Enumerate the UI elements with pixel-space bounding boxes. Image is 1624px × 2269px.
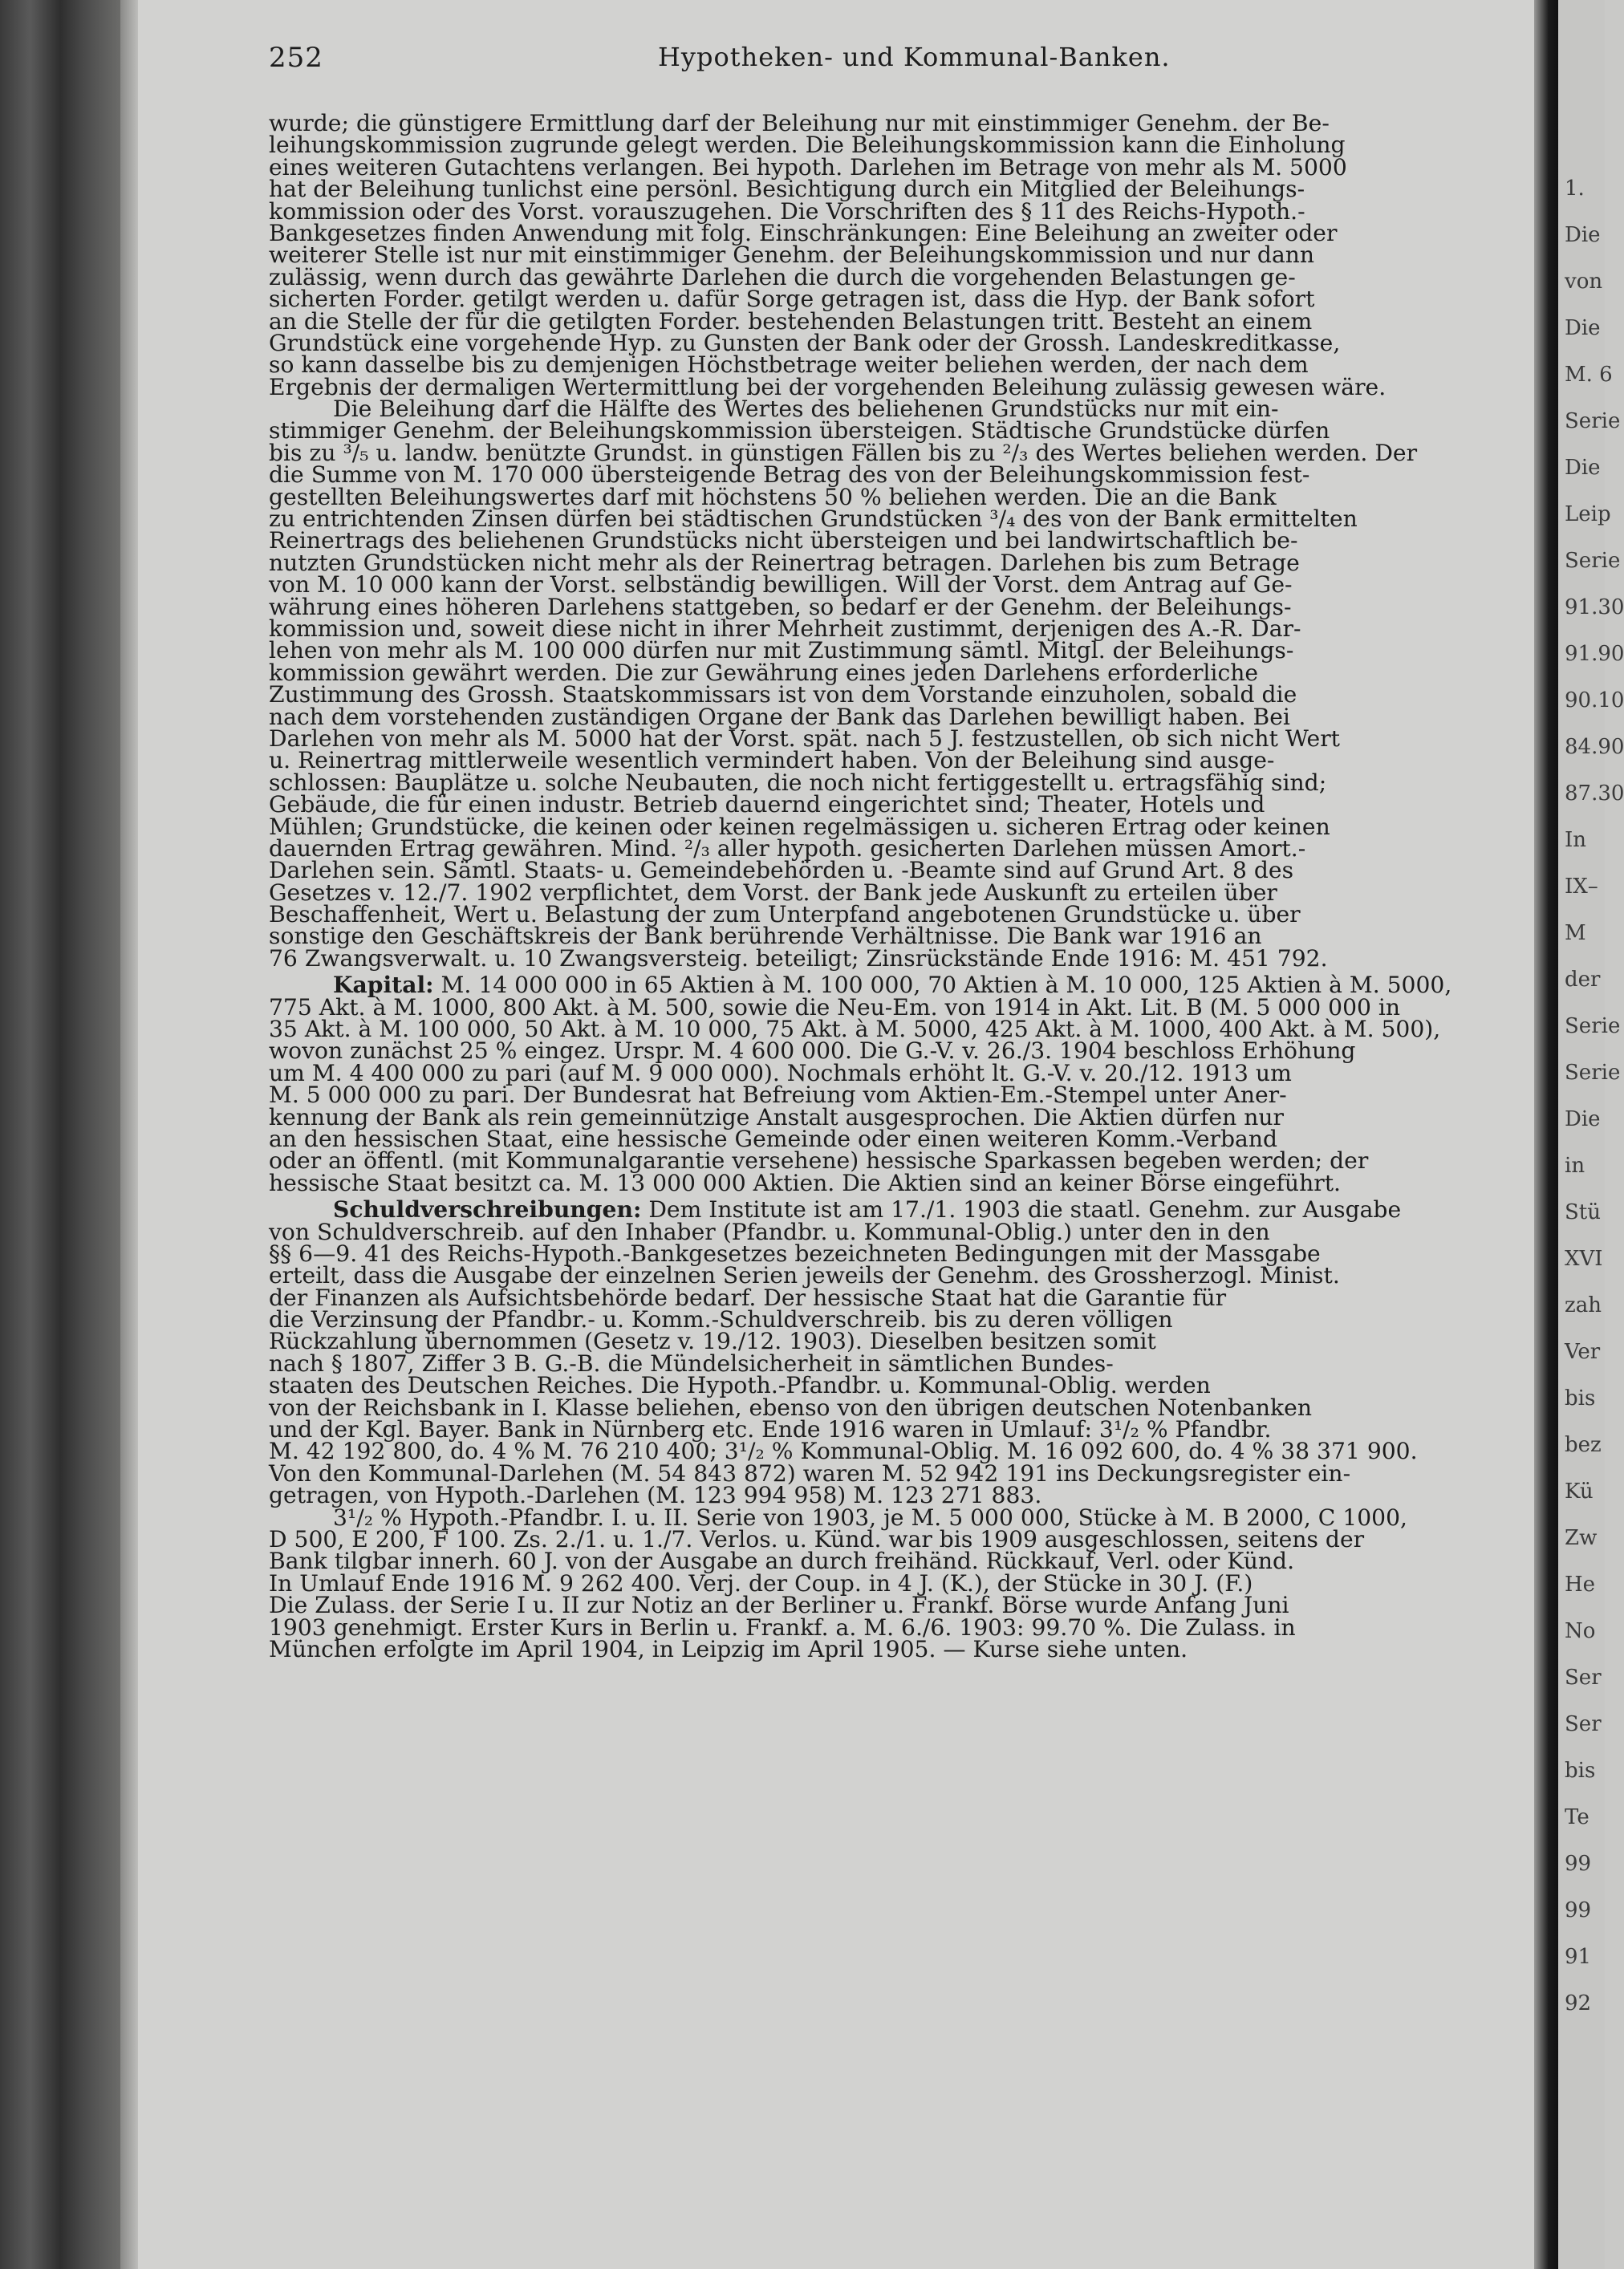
paragraph-line: sicherten Forder. getilgt werden u. dafür Sorge getragen ist, dass die Hyp. der Bank sofort [269,286,1315,313]
adjacent-page-fragment-text: 92 [1565,1991,1592,2015]
paragraph-line: Gesetzes v. 12./7. 1902 verpflichtet, dem Vorst. der Bank jede Auskunft zu erteilen über [269,879,1277,906]
paragraph-line: zulässig, wenn durch das gewährte Darlehen die durch die vorgehenden Belastungen ge- [269,263,1296,290]
paragraph-line: kennung der Bank als rein gemeinnützige Anstalt ausgesprochen. Die Aktien dürfen nur [269,1103,1284,1130]
paragraph-beleihung-wertermittlung [269,112,1533,398]
schuldverschreibungen-heading: Schuldverschreibungen: [333,1196,642,1224]
adjacent-page-fragment-text: bez [1565,1433,1602,1457]
adjacent-page-fragment-text: He [1565,1573,1596,1597]
paragraph-line: kommission oder des Vorst. vorauszugehen. Die Vorschriften des § 11 des Reichs-Hypoth.- [269,197,1305,225]
paragraph-kapital [269,993,1533,1196]
paragraph-line: zu entrichtenden Zinsen dürfen bei städtischen Grundstücken ³/₄ des von der Bank ermittelten [269,505,1358,533]
kapital-heading: Kapital: [333,972,434,999]
paragraph-line: nutzten Grundstücken nicht mehr als der Reinertrag betragen. Darlehen bis zum Betrage [269,549,1300,576]
paragraph-line: eines weiteren Gutachtens verlangen. Bei hypoth. Darlehen im Betrage von mehr als M. 5000 [269,153,1347,181]
running-title: Hypotheken- und Kommunal-Banken. [658,42,1171,72]
paragraph-line: hat der Beleihung tunlichst eine persönl. Besichtigung durch ein Mitglied der Beleihungs- [269,176,1305,203]
paragraph-beleihungsgrenzen [269,417,1533,972]
paragraph-line: dauernden Ertrag gewähren. Mind. ²/₃ aller hypoth. gesicherten Darlehen müssen Amort.- [269,834,1306,862]
page-header [269,42,1520,74]
paragraph-line: kommission und, soweit diese nicht in ihrer Mehrheit zustimmt, derjenigen des A.-R. Dar- [269,615,1301,642]
paragraph-line: Mühlen; Grundstücke, die keinen oder keinen regelmässigen u. sicheren Ertrag oder keinen [269,813,1330,840]
adjacent-page-fragment-text: In [1565,828,1587,852]
paragraph-line: schlossen: Bauplätze u. solche Neubauten, die noch nicht fertiggestellt u. ertragsfähig sind; [269,769,1327,796]
paragraph-line: lehen von mehr als M. 100 000 dürfen nur mit Zustimmung sämtl. Mitgl. der Beleihungs- [269,637,1294,664]
paragraph-line: Bank tilgbar innerh. 60 J. von der Ausgabe an durch freihänd. Rückkauf, Verl. oder Künd. [269,1548,1295,1575]
adjacent-page-fragment-text: 90.10 [1565,688,1624,712]
paragraph-line: getragen, von Hypoth.-Darlehen (M. 123 994 958) M. 123 271 883. [269,1482,1042,1509]
paragraph-line: Dem Institute ist am 17./1. 1903 die staatl. Genehm. zur Ausgabe [648,1196,1402,1224]
paragraph-line: wurde; die günstigere Ermittlung darf der Beleihung nur mit einstimmiger Genehm. der Be- [269,110,1330,136]
adjacent-page-fragment-text: 91 [1565,1945,1592,1969]
paragraph-line: stimmiger Genehm. der Beleihungskommission übersteigen. Städtische Grundstücke dürfen [269,417,1330,444]
adjacent-page-fragment-text: Serie [1565,1061,1621,1085]
paragraph-line: 775 Akt. à M. 1000, 800 Akt. à M. 500, sowie die Neu-Em. von 1914 in Akt. Lit. B (M. 5 000 000 in [269,993,1401,1021]
paragraph-line: Von den Kommunal-Darlehen (M. 54 843 872) waren M. 52 942 191 ins Deckungsregister ein- [269,1459,1351,1487]
kapital-first-line [269,972,1533,999]
paragraph-line: Grundstück eine vorgehende Hyp. zu Gunsten der Bank oder der Grossh. Landeskreditkasse, [269,329,1341,356]
adjacent-page-fragment-text: Serie [1565,409,1621,433]
paragraph-pfandbriefe [269,1528,1533,1660]
paragraph-line: u. Reinertrag mittlerweile wesentlich vermindert haben. Von der Beleihung sind ausge- [269,747,1275,774]
adjacent-page-fragment-text: Zw [1565,1526,1598,1550]
adjacent-page-fragment-text: Ser [1565,1666,1602,1690]
adjacent-page-fragment-text: 99 [1565,1852,1592,1876]
adjacent-page-fragment-text: Die [1565,223,1601,247]
paragraph-line: Rückzahlung übernommen (Gesetz v. 19./12. 1903). Dieselben besitzen somit [269,1328,1156,1355]
adjacent-page-fragment-text: bis [1565,1759,1596,1783]
adjacent-page-fragment-text: von [1565,270,1603,294]
adjacent-page-fragment-text: Serie [1565,549,1621,573]
paragraph-line: Zustimmung des Grossh. Staatskommissars ist von dem Vorstande einzuholen, sobald die [269,681,1297,708]
adjacent-page-fragment-text: 91.90 [1565,642,1624,666]
paragraph-line: Darlehen von mehr als M. 5000 hat der Vorst. spät. nach 5 J. festzustellen, ob sich nicht Wert [269,725,1341,752]
paragraph-line: und der Kgl. Bayer. Bank in Nürnberg etc. Ende 1916 waren in Umlauf: 3¹/₂ % Pfandbr. [269,1416,1272,1443]
paragraph-line: Darlehen sein. Sämtl. Staats- u. Gemeindebehörden u. -Beamte sind auf Grund Art. 8 des [269,857,1294,884]
adjacent-page-fragment-text: 1. [1565,177,1585,201]
paragraph-line: 76 Zwangsverwalt. u. 10 Zwangsversteig. beteiligt; Zinsrückstände Ende 1916: M. 451 792. [269,944,1328,972]
paragraph-line: Bankgesetzes finden Anwendung mit folg. Einschränkungen: Eine Beleihung an zweiter oder [269,219,1338,246]
paragraph-line: Die Beleihung darf die Hälfte des Wertes des beliehenen Grundstücks nur mit ein- [333,396,1279,423]
paragraph-line: In Umlauf Ende 1916 M. 9 262 400. Verj. der Coup. in 4 J. (K.), der Stücke in 30 J. (F.) [269,1569,1253,1597]
adjacent-page-fragment-text: bis [1565,1386,1596,1411]
paragraph-line: so kann dasselbe bis zu demjenigen Höchstbetrage weiter beliehen werden, der nach dem [269,351,1309,379]
paragraph-line: D 500, E 200, F 100. Zs. 2./1. u. 1./7. Verlos. u. Künd. war bis 1909 ausgeschlossen, seitens der [269,1526,1365,1553]
adjacent-page-fragment-text: in [1565,1154,1585,1178]
paragraph-line: München erfolgte im April 1904, in Leipzig im April 1905. — Kurse siehe unten. [269,1635,1188,1662]
paragraph-line: nach § 1807, Ziffer 3 B. G.-B. die Mündelsicherheit in sämtlichen Bundes- [269,1350,1114,1377]
paragraph-line: sonstige den Geschäftskreis der Bank berührende Verhältnisse. Die Bank war 1916 an [269,923,1262,950]
paragraph-line: gestellten Beleihungswertes darf mit höchstens 50 % beliehen werden. Die an die Bank [269,483,1277,510]
adjacent-page-fragment-text: der [1565,968,1601,992]
adjacent-page-fragment-text: 87.30 [1565,781,1624,806]
paragraph-line: Beschaffenheit, Wert u. Belastung der zum Unterpfand angebotenen Grundstücke u. über [269,901,1301,928]
paragraph-line: die Verzinsung der Pfandbr.- u. Komm.-Schuldverschreib. bis zu deren völligen [269,1306,1173,1333]
paragraph-line: von M. 10 000 kann der Vorst. selbständig bewilligen. Will der Vorst. dem Antrag auf Ge- [269,571,1293,599]
schuld-first-line [269,1196,1533,1224]
paragraph-line: wovon zunächst 25 % eingez. Urspr. M. 4 600 000. Die G.-V. v. 26./3. 1904 beschloss Erhöhung [269,1037,1356,1065]
adjacent-page-fragment-text: Leip [1565,502,1611,526]
adjacent-page-fragment-text: M. 6 [1565,363,1613,387]
adjacent-page-fragment-text: 99 [1565,1898,1592,1922]
paragraph-line: Die Zulass. der Serie I u. II zur Notiz an der Berliner u. Frankf. Börse wurde Anfang Juni [269,1592,1289,1619]
adjacent-page-fragment-text: Ser [1565,1712,1602,1736]
book-binding [0,0,120,2269]
adjacent-page-fragment-text: IX– [1565,875,1598,899]
paragraph-line: M. 5 000 000 zu pari. Der Bundesrat hat Befreiung vom Aktien-Em.-Stempel unter Aner- [269,1082,1287,1109]
paragraph-line: währung eines höheren Darlehens stattgeben, so bedarf er der Genehm. der Beleihungs- [269,593,1292,620]
paragraph-line: Gebäude, die für einen industr. Betrieb dauernd eingerichtet sind; Theater, Hotels und [269,791,1265,818]
paragraph-line: nach dem vorstehenden zuständigen Organe der Bank das Darlehen bewilligt haben. Bei [269,703,1290,730]
adjacent-page-fragment-text: 91.30 [1565,595,1624,619]
paragraph-line: der Finanzen als Aufsichtsbehörde bedarf. Der hessische Staat hat die Garantie für [269,1284,1227,1311]
paragraph-line: hessische Staat besitzt ca. M. 13 000 000 Aktien. Die Aktien sind an keiner Börse eingeführt. [269,1169,1341,1196]
paragraph-line: 3¹/₂ % Hypoth.-Pfandbr. I. u. II. Serie von 1903, je M. 5 000 000, Stücke à M. B 2000, C 1000, [333,1504,1408,1531]
paragraph-line: erteilt, dass die Ausgabe der einzelnen Serien jeweils der Genehm. des Grossherzogl. Minist. [269,1262,1340,1289]
adjacent-page-fragment-text: Ver [1565,1340,1601,1364]
paragraph-line: um M. 4 400 000 zu pari (auf M. 9 000 000). Nochmals erhöht lt. G.-V. v. 20./12. 1913 um [269,1059,1292,1086]
paragraph-line: leihungskommission zugrunde gelegt werden. Die Beleihungskommission kann die Einholung [269,132,1346,159]
gutter-shadow [1534,0,1558,2269]
adjacent-page-fragment-text: Stü [1565,1200,1602,1224]
paragraph-line: M. 14 000 000 in 65 Aktien à M. 100 000, 70 Aktien à M. 10 000, 125 Aktien à M. 5000, [441,972,1452,999]
adjacent-page-fragment-text: Serie [1565,1014,1621,1038]
adjacent-page-fragment-text: No [1565,1619,1596,1643]
paragraph-line: §§ 6—9. 41 des Reichs-Hypoth.-Bankgesetzes bezeichneten Bedingungen mit der Massgabe [269,1240,1321,1267]
paragraph-line: staaten des Deutschen Reiches. Die Hypoth.-Pfandbr. u. Kommunal-Oblig. werden [269,1372,1211,1399]
paragraph-line: von der Reichsbank in I. Klasse beliehen, ebenso von den übrigen deutschen Notenbanken [269,1394,1312,1421]
adjacent-page-fragment-text: Kü [1565,1480,1594,1504]
paragraph-line: Reinertrags des beliehenen Grundstücks nicht übersteigen und bei landwirtschaftlich be- [269,527,1298,554]
paragraph-line: Ergebnis der dermaligen Wertermittlung bei der vorgehenden Beleihung zulässig gewesen wäre. [269,373,1386,400]
adjacent-page-fragment-text: Te [1565,1805,1589,1829]
body-text [269,112,1533,1660]
paragraph-line: oder an öffentl. (mit Kommunalgarantie versehene) hessische Sparkassen begeben werden; der [269,1147,1369,1175]
paragraph-line: bis zu ³/₅ u. landw. benützte Grundst. in günstigen Fällen bis zu ²/₃ des Wertes beliehen werden. Der [269,439,1418,466]
adjacent-page-fragment-text: XVI [1565,1247,1603,1271]
adjacent-page-fragment-text: Die [1565,1107,1601,1131]
page-edge [120,0,138,2269]
paragraph-line: die Summe von M. 170 000 übersteigende Betrag des von der Beleihungskommission fest- [269,461,1310,489]
paragraph-line: 1903 genehmigt. Erster Kurs in Berlin u. Frankf. a. M. 6./6. 1903: 99.70 %. Die Zulass. in [269,1613,1296,1641]
adjacent-page-fragment-text: Die [1565,316,1601,340]
adjacent-page-fragment-text: Die [1565,456,1601,480]
paragraph-line: weiterer Stelle ist nur mit einstimmiger Genehm. der Beleihungskommission und nur dann [269,242,1315,269]
paragraph-line: kommission gewährt werden. Die zur Gewährung eines jeden Darlehens erforderliche [269,659,1259,686]
paragraph-line: an die Stelle der für die getilgten Forder. bestehenden Belastungen tritt. Besteht an einem [269,307,1313,335]
paragraph-line: M. 42 192 800, do. 4 % M. 76 210 400; 3¹/₂ % Kommunal-Oblig. M. 16 092 600, do. 4 % 38 371 900. [269,1438,1418,1465]
adjacent-page-fragment [1558,0,1624,2269]
paragraph-line: von Schuldverschreib. auf den Inhaber (Pfandbr. u. Kommunal-Oblig.) unter den in den [269,1218,1270,1245]
paragraph-line: 35 Akt. à M. 100 000, 50 Akt. à M. 10 000, 75 Akt. à M. 5000, 425 Akt. à M. 1000, 400 Akt. à M. 500), [269,1016,1441,1043]
adjacent-page-fragment-text: 84.90 [1565,735,1624,759]
adjacent-page-fragment-text: M [1565,921,1586,945]
paragraph-line: an den hessischen Staat, eine hessische Gemeinde oder einen weiteren Komm.-Verband [269,1125,1278,1152]
page-number: 252 [269,42,323,74]
adjacent-page-fragment-text: zah [1565,1293,1602,1317]
paragraph-schuldverschreibungen [269,1218,1533,1509]
